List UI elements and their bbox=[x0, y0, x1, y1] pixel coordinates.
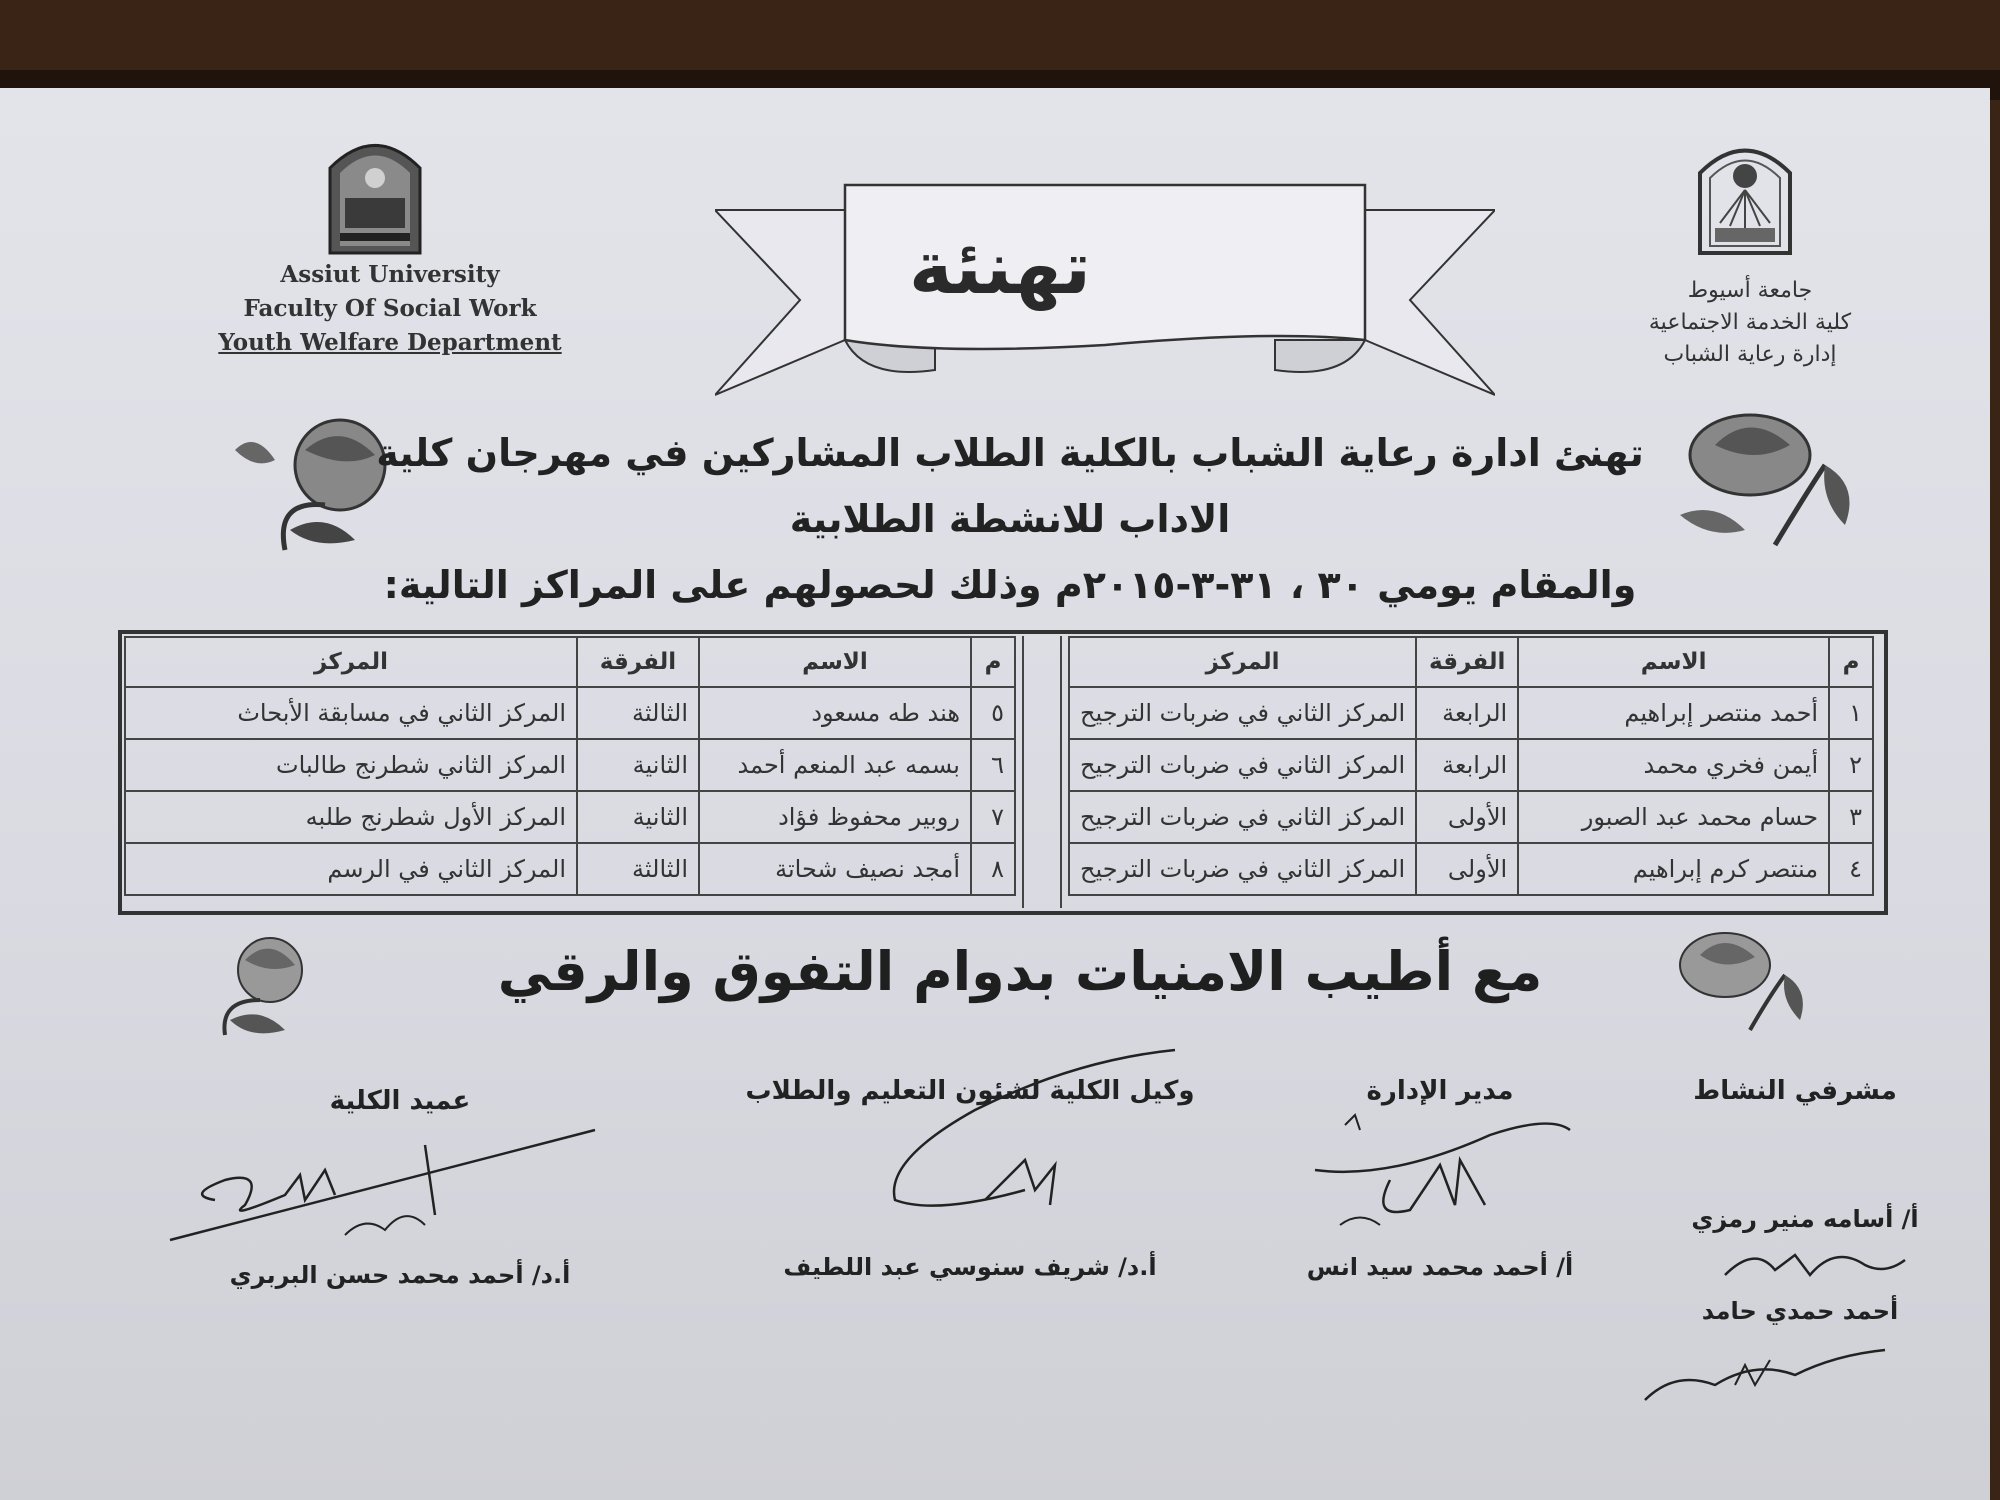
table-row bbox=[1069, 791, 1873, 843]
faculty-logo bbox=[320, 128, 430, 258]
english-header bbox=[200, 258, 580, 360]
col-grade-header: الفرقة bbox=[1416, 637, 1518, 687]
cell-place: المركز الثاني في مسابقة الأبحاث bbox=[125, 687, 577, 739]
cell-grade: الرابعة bbox=[1416, 687, 1518, 739]
rose-icon bbox=[185, 930, 315, 1040]
cell-name: روبير محفوظ فؤاد bbox=[699, 791, 971, 843]
intro-line-2: والمقام يومي ٣٠ ، ٣١-٣-٢٠١٥م وذلك لحصولهم على المراكز التالية: bbox=[383, 563, 1637, 607]
cell-grade: الأولى bbox=[1416, 791, 1518, 843]
rose-icon bbox=[1670, 925, 1810, 1035]
cell-grade: الثالثة bbox=[577, 843, 699, 895]
cell-name: حسام محمد عبد الصبور bbox=[1518, 791, 1829, 843]
cell-place: المركز الثاني في ضربات الترجيح bbox=[1069, 687, 1416, 739]
intro-line-1: تهنئ ادارة رعاية الشباب بالكلية الطلاب المشاركين في مهرجان كلية الاداب للانشطة الطلابية bbox=[376, 431, 1644, 541]
vice-dean-signature bbox=[875, 1040, 1185, 1220]
col-num-header: م bbox=[1829, 637, 1873, 687]
intro-text bbox=[360, 420, 1660, 618]
director-name: أ/ أحمد محمد سيد انس bbox=[1306, 1253, 1574, 1281]
cell-grade: الثالثة bbox=[577, 687, 699, 739]
cell-grade: الأولى bbox=[1416, 843, 1518, 895]
cell-name: أيمن فخري محمد bbox=[1518, 739, 1829, 791]
activity-supervisor-2-name: أحمد حمدي حامد bbox=[1701, 1297, 1899, 1325]
table-row bbox=[125, 843, 1015, 895]
arabic-header bbox=[1600, 275, 1900, 371]
col-num-header: م bbox=[971, 637, 1015, 687]
cell-name: بسمه عبد المنعم أحمد bbox=[699, 739, 971, 791]
closing-wish: مع أطيب الامنيات بدوام التفوق والرقي bbox=[497, 940, 1543, 1003]
results-table-left bbox=[124, 636, 1016, 896]
vice-dean-title: وكيل الكلية لشئون التعليم والطلاب bbox=[745, 1076, 1195, 1106]
dean-signature bbox=[165, 1115, 605, 1265]
dean-name: أ.د/ أحمد محمد حسن البربري bbox=[229, 1261, 571, 1289]
table-row bbox=[125, 687, 1015, 739]
table-divider bbox=[1022, 636, 1062, 908]
cell-name: أحمد منتصر إبراهيم bbox=[1518, 687, 1829, 739]
col-grade-header: الفرقة bbox=[577, 637, 699, 687]
activity-supervisors-title: مشرفي النشاط bbox=[1693, 1076, 1897, 1106]
dean-title: عميد الكلية bbox=[329, 1086, 471, 1116]
cell-name: منتصر كرم إبراهيم bbox=[1518, 843, 1829, 895]
cell-num: ٨ bbox=[971, 843, 1015, 895]
director-title: مدير الإدارة bbox=[1366, 1076, 1514, 1106]
cell-num: ٦ bbox=[971, 739, 1015, 791]
col-place-header: المركز bbox=[1069, 637, 1416, 687]
supervisor-1-signature bbox=[1715, 1235, 1915, 1295]
rose-icon bbox=[1675, 405, 1865, 555]
table-row bbox=[125, 739, 1015, 791]
faculty-name-en: Faculty Of Social Work bbox=[243, 295, 537, 322]
table-row bbox=[125, 791, 1015, 843]
col-name-header: الاسم bbox=[699, 637, 971, 687]
cell-place: المركز الثاني في ضربات الترجيح bbox=[1069, 843, 1416, 895]
cell-num: ١ bbox=[1829, 687, 1873, 739]
cell-grade: الرابعة bbox=[1416, 739, 1518, 791]
table-row bbox=[1069, 687, 1873, 739]
vice-dean-name: أ.د/ شريف سنوسي عبد اللطيف bbox=[783, 1253, 1157, 1281]
cell-num: ٧ bbox=[971, 791, 1015, 843]
university-name-ar: جامعة أسيوط bbox=[1687, 278, 1813, 303]
cell-place: المركز الثاني في ضربات الترجيح bbox=[1069, 739, 1416, 791]
cell-grade: الثانية bbox=[577, 739, 699, 791]
activity-supervisor-1-name: أ/ أسامه منير رمزي bbox=[1691, 1205, 1919, 1233]
page-title: تهنئة bbox=[909, 225, 1091, 311]
cell-num: ٣ bbox=[1829, 791, 1873, 843]
faculty-name-ar: كلية الخدمة الاجتماعية bbox=[1648, 310, 1852, 335]
table-row bbox=[1069, 843, 1873, 895]
supervisor-2-signature bbox=[1635, 1330, 1895, 1410]
director-signature bbox=[1310, 1110, 1580, 1250]
cell-num: ٢ bbox=[1829, 739, 1873, 791]
cell-name: أمجد نصيف شحاتة bbox=[699, 843, 971, 895]
university-logo bbox=[1690, 128, 1800, 258]
cell-place: المركز الثاني في الرسم bbox=[125, 843, 577, 895]
cell-name: هند طه مسعود bbox=[699, 687, 971, 739]
cell-num: ٥ bbox=[971, 687, 1015, 739]
cell-num: ٤ bbox=[1829, 843, 1873, 895]
cell-grade: الثانية bbox=[577, 791, 699, 843]
cell-place: المركز الثاني شطرنج طالبات bbox=[125, 739, 577, 791]
col-name-header: الاسم bbox=[1518, 637, 1829, 687]
cell-place: المركز الأول شطرنج طلبه bbox=[125, 791, 577, 843]
table-row bbox=[1069, 739, 1873, 791]
department-name-ar: إدارة رعاية الشباب bbox=[1663, 342, 1837, 367]
results-table-right bbox=[1068, 636, 1874, 896]
table-header-row bbox=[125, 637, 1015, 687]
department-name-en: Youth Welfare Department bbox=[218, 329, 562, 356]
table-header-row bbox=[1069, 637, 1873, 687]
university-name-en: Assiut University bbox=[280, 261, 500, 288]
col-place-header: المركز bbox=[125, 637, 577, 687]
cell-place: المركز الثاني في ضربات الترجيح bbox=[1069, 791, 1416, 843]
